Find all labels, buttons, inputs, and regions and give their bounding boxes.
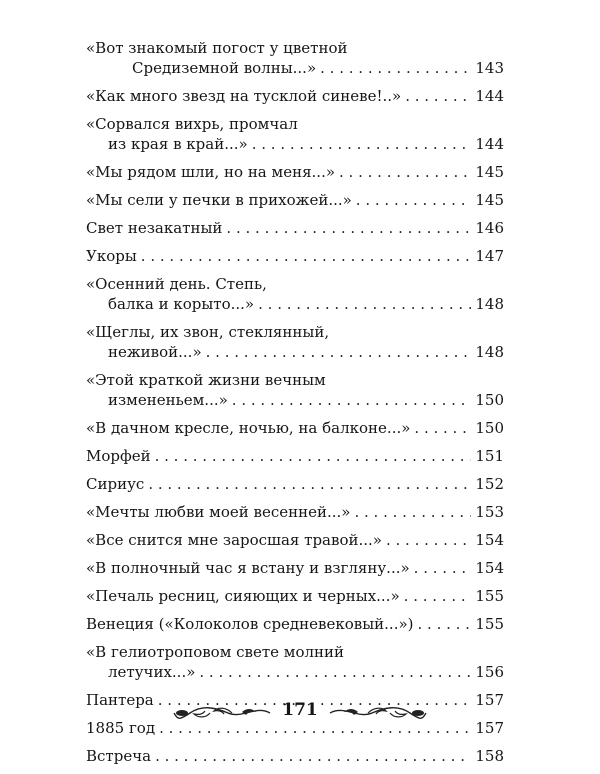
- dot-leader: [404, 586, 472, 606]
- dot-leader: [320, 58, 471, 78]
- toc-entry: [86, 370, 504, 410]
- dot-leader: [356, 190, 472, 210]
- toc-entry-page: 147: [475, 247, 504, 265]
- toc-entry: [86, 614, 504, 634]
- toc-entry: [86, 746, 504, 766]
- toc-entry-title-line: «Щеглы, их звон, стеклянный,: [86, 323, 330, 341]
- dot-leader: [252, 134, 472, 154]
- toc-entry-page: 144: [475, 135, 504, 153]
- dot-leader: [339, 162, 471, 182]
- dot-leader: [405, 86, 471, 106]
- toc-entry-title-line: Венеция («Колоколов средневековый...»): [86, 615, 414, 633]
- dot-leader: [226, 218, 471, 238]
- toc-entry-title-line: Свет незакатный: [86, 219, 223, 237]
- toc-entry-title-line: «Осенний день. Степь,: [86, 275, 267, 293]
- toc-entry-page: 152: [475, 475, 504, 493]
- toc-entry-title-line: «Как много звезд на тусклой синеве!..»: [86, 87, 402, 105]
- toc-entry: [86, 162, 504, 182]
- toc-entry: [86, 474, 504, 494]
- dot-leader: [386, 530, 471, 550]
- dot-leader: [206, 342, 472, 362]
- dot-leader: [232, 390, 472, 410]
- dot-leader: [148, 474, 471, 494]
- toc-entry-title-line: «Этой краткой жизни вечным: [86, 371, 326, 389]
- toc-entry-title-line: «В полночный час я встану и взгляну...»: [86, 559, 410, 577]
- toc-entry-page: 150: [475, 419, 504, 437]
- toc-entry-page: 153: [475, 503, 504, 521]
- toc-entry-title-line: измененьем...»: [108, 391, 228, 409]
- toc-entry-title-line: летучих...»: [108, 663, 196, 681]
- dot-leader: [155, 446, 472, 466]
- toc-entry-title-line: «В гелиотроповом свете молний: [86, 643, 345, 661]
- toc-entry-page: 151: [475, 447, 504, 465]
- toc-entry-title-line: Сириус: [86, 475, 145, 493]
- toc-entry-page: 154: [475, 559, 504, 577]
- toc-entry: [86, 86, 504, 106]
- dot-leader: [258, 294, 471, 314]
- page-number: 171: [282, 700, 318, 720]
- flourish-right-icon: [328, 702, 428, 724]
- toc-entry-title-line: неживой...»: [108, 343, 202, 361]
- toc-entry-page: 148: [475, 343, 504, 361]
- toc-entry: [86, 38, 504, 78]
- toc-entry: [86, 530, 504, 550]
- toc-entry-title-line: балка и корыто...»: [108, 295, 255, 313]
- table-of-contents: [86, 38, 504, 774]
- toc-entry-title-line: Укоры: [86, 247, 137, 265]
- dot-leader: [141, 246, 472, 266]
- toc-entry: [86, 114, 504, 154]
- toc-entry-page: 146: [475, 219, 504, 237]
- toc-entry: [86, 446, 504, 466]
- dot-leader: [155, 746, 471, 766]
- toc-entry-title-line: «В дачном кресле, ночью, на балконе...»: [86, 419, 411, 437]
- dot-leader: [414, 418, 471, 438]
- toc-entry-title-line: «Мы сели у печки в прихожей...»: [86, 191, 352, 209]
- toc-entry: [86, 642, 504, 682]
- page-footer: [172, 698, 428, 728]
- toc-entry: [86, 246, 504, 266]
- toc-entry: [86, 190, 504, 210]
- dot-leader: [199, 662, 471, 682]
- toc-entry-page: 145: [475, 191, 504, 209]
- toc-entry-page: 143: [475, 59, 504, 77]
- toc-entry-page: 157: [475, 691, 504, 709]
- toc-entry-page: 158: [475, 747, 504, 765]
- toc-entry-title-line: «Печаль ресниц, сияющих и черных...»: [86, 587, 400, 605]
- toc-entry: [86, 558, 504, 578]
- toc-entry: [86, 502, 504, 522]
- toc-entry-page: 154: [475, 531, 504, 549]
- toc-entry-title-line: «Вот знакомый погост у цветной: [86, 39, 348, 57]
- toc-entry-title-line: «Мечты любви моей весенней...»: [86, 503, 351, 521]
- dot-leader: [418, 614, 472, 634]
- toc-entry-page: 144: [475, 87, 504, 105]
- toc-entry-title-line: Пантера: [86, 691, 154, 709]
- toc-entry-page: 156: [475, 663, 504, 681]
- toc-entry-title-line: «Все снится мне заросшая травой...»: [86, 531, 382, 549]
- toc-entry-page: 155: [475, 587, 504, 605]
- toc-entry: [86, 418, 504, 438]
- toc-entry: [86, 586, 504, 606]
- toc-entry-title-line: Встреча: [86, 747, 152, 765]
- dot-leader: [414, 558, 472, 578]
- toc-entry-title-line: «Мы рядом шли, но на меня...»: [86, 163, 336, 181]
- toc-entry-title-line: 1885 год: [86, 719, 156, 737]
- toc-entry: [86, 274, 504, 314]
- dot-leader: [354, 502, 471, 522]
- toc-entry-title-line: из края в край...»: [108, 135, 248, 153]
- toc-entry-page: 148: [475, 295, 504, 313]
- toc-entry-title-line: «Сорвался вихрь, промчал: [86, 115, 298, 133]
- toc-entry-page: 150: [475, 391, 504, 409]
- toc-entry: [86, 218, 504, 238]
- toc-entry: [86, 322, 504, 362]
- toc-entry-page: 145: [475, 163, 504, 181]
- toc-entry-page: 155: [475, 615, 504, 633]
- toc-entry-title-line: Морфей: [86, 447, 151, 465]
- toc-entry-page: 157: [475, 719, 504, 737]
- toc-entry-title-line: Средиземной волны...»: [132, 59, 317, 77]
